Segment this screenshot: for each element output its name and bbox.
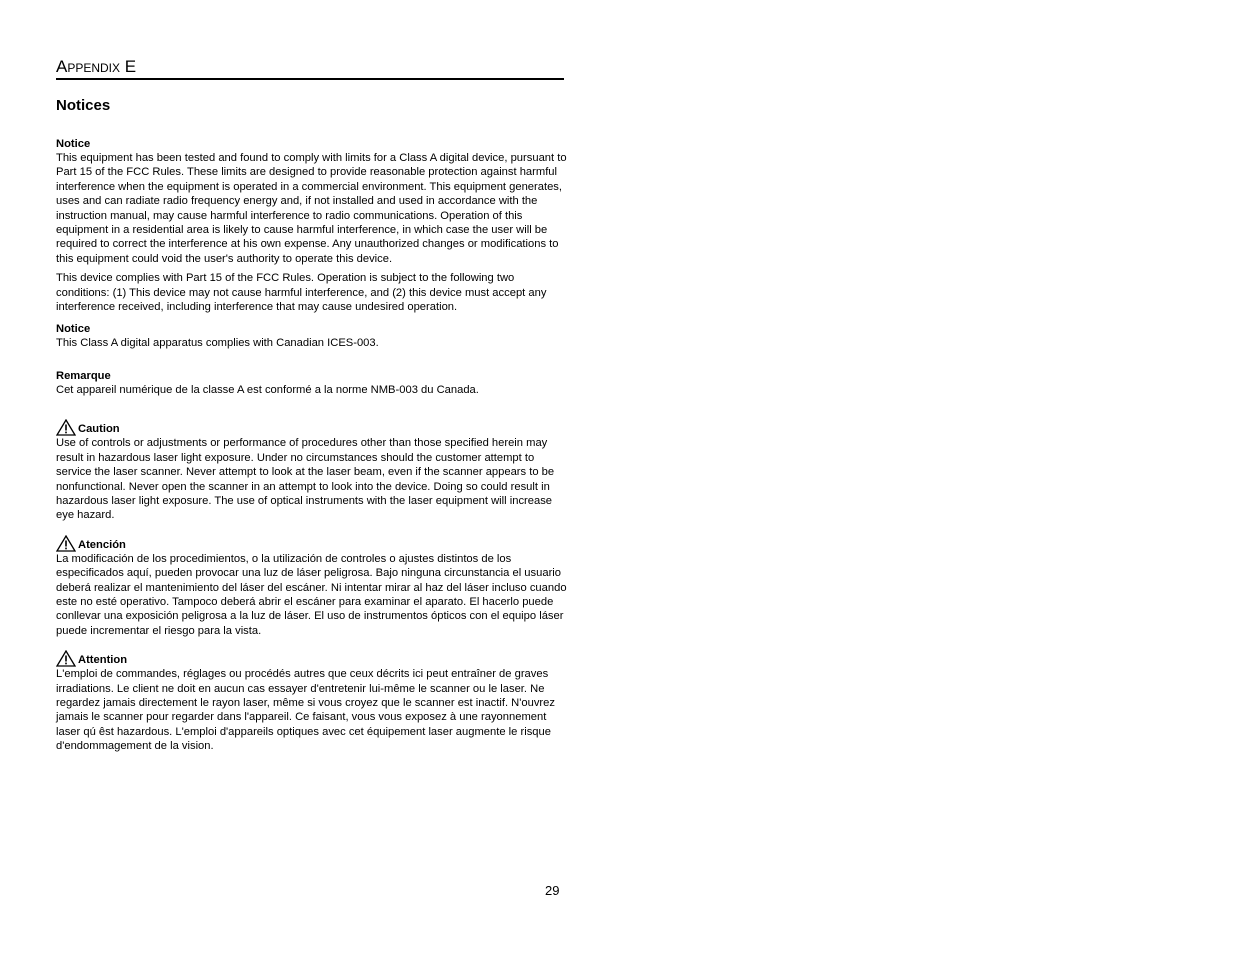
ices-notice (56, 322, 568, 350)
document-page (56, 56, 568, 754)
warning-triangle-icon (56, 419, 76, 436)
atencion-title: Atención (78, 538, 126, 551)
ices-notice-text: This Class A digital apparatus complies with Canadian ICES-003. (56, 337, 379, 350)
atencion-text: La modificación de los procedimientos, o la utilización de controles o ajustes distintos de los especificados aquí, pueden provocar una luz de láser peligrosa. Bajo ninguna circunstancia el usuario deberá realizar el mantenimiento del láser del escáner. Ni intentar mirar al haz del láser incluso cuando este no esté operativo. Tampoco deberá abrir el escáner para examinar el aparato. El hacerlo puede conllevar una exposición peligrosa a la luz de láser. El uso de instrumentos ópticos con el equipo láser puede incrementar el riesgo para la vista. (56, 552, 567, 637)
attention-text: L'emploi de commandes, réglages ou procédés autres que ceux décrits ici peut entraîner de graves irradiations. Le client ne doit en aucun cas essayer d'entretenir lui-même le scanner ou le laser. Ne regardez jamais directement le rayon laser, même si vous croyez que le scanner est inactif. N'ouvrez jamais le scanner pour regarder dans l'appareil. Ce faisant, vous vous exposez à une rayonnement laser qú êst hazardous. L'emploi d'appareils optiques avec cet équipement laser augmente le risque d'endommagement de la vision. (56, 668, 555, 753)
warning-triangle-icon (56, 650, 76, 667)
atencion-block (56, 535, 568, 638)
fcc-notice-title: Notice (56, 138, 91, 150)
ices-notice-title: Notice (56, 323, 91, 336)
warning-triangle-icon (56, 535, 76, 552)
fcc-notice-para-1: This equipment has been tested and found to comply with limits for a Class A digital device, pursuant to Part 15 of the FCC Rules. These limits are designed to provide reasonable protection against harmful interference when the equipment is operated in a commercial environment. This equipment generates, uses and can radiate radio frequency energy and, if not installed and used in accordance with the instruction manual, may cause harmful interference to radio communications. Operation of this equipment in a residential area is likely to cause harmful interference, in which case the user will be required to correct the interference at his own expense. Any unauthorized changes or modifications to this equipment could void the user's authority to operate this device. (56, 152, 567, 265)
nmb-remarque-text: Cet appareil numérique de la classe A est conformé a la norme NMB-003 du Canada. (56, 383, 479, 396)
caution-block (56, 419, 568, 522)
caution-title: Caution (78, 423, 120, 436)
attention-title: Attention (78, 654, 128, 667)
notices-title: Notices (56, 97, 111, 114)
nmb-remarque-title: Remarque (56, 369, 111, 382)
page-number: 29 (545, 883, 560, 898)
nmb-remarque (56, 369, 568, 397)
attention-block (56, 650, 568, 753)
appendix-heading: Appendix E (56, 56, 564, 80)
fcc-notice (56, 137, 568, 314)
caution-text: Use of controls or adjustments or performance of procedures other than those specified herein may result in hazardous laser light exposure. Under no circumstances should the customer attempt to service the laser scanner. Never attempt to look at the laser beam, even if the scanner appears to be nonfunctional. Never open the scanner in an attempt to look into the device. Doing so could result in hazardous laser light exposure. The use of optical instruments with the laser equipment will increase eye hazard. (56, 437, 555, 522)
fcc-notice-para-2: This device complies with Part 15 of the FCC Rules. Operation is subject to the following two conditions: (1) This device may not cause harmful interference, and (2) this device must accept any interference received, including interference that may cause undesired operation. (56, 272, 547, 314)
